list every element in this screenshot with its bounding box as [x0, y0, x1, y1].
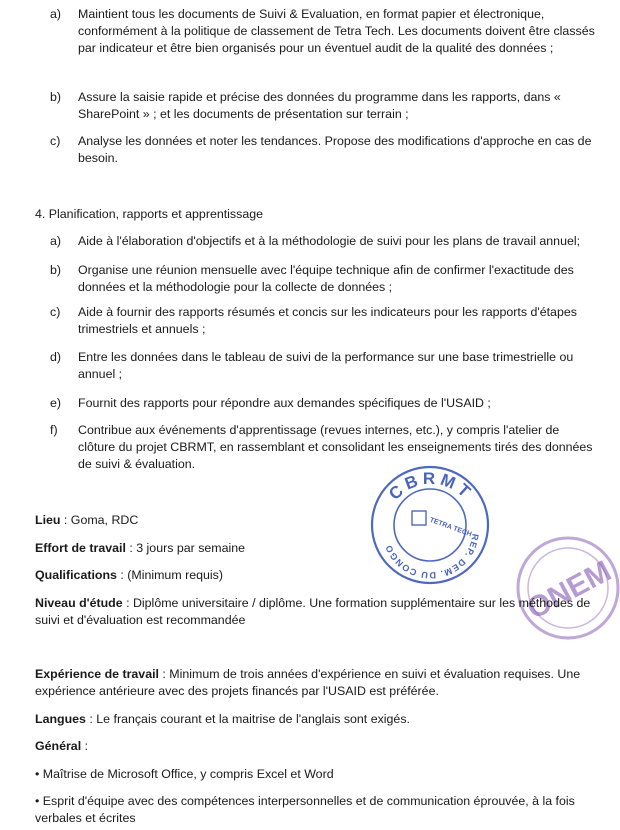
list-item	[50, 89, 598, 123]
field-lieu	[35, 512, 595, 529]
list-item	[50, 262, 598, 296]
list-item	[50, 349, 598, 383]
list-item	[50, 133, 598, 167]
list-marker: a)	[50, 234, 62, 248]
field-label: Effort de travail	[35, 541, 126, 555]
list-item	[50, 6, 598, 57]
onem-stamp-text: ONEM	[521, 554, 617, 626]
list-marker: f)	[50, 423, 58, 437]
list-item-text: Analyse les données et noter les tendances. Propose des modifications d'approche en cas de besoin.	[78, 134, 592, 165]
list-item-text: Aide à l'élaboration d'objectifs et à la méthodologie de suivi pour les plans de travail annuel;	[78, 234, 581, 248]
stamp-top-text: CBRMT	[385, 469, 477, 504]
list-item-text: Organise une réunion mensuelle avec l'équipe technique afin de confirmer l'exactitude des données et la méthodologie pour la collecte de données ;	[78, 263, 574, 294]
field-value: : Goma, RDC	[60, 513, 139, 527]
list-item-text: Entre les données dans le tableau de suivi de la performance sur une base trimestrielle ou annuel ;	[78, 350, 574, 381]
bullet-item: • Esprit d'équipe avec des compétences interpersonnelles et de communication éprouvée, à la fois verbales et écrites	[35, 794, 575, 825]
list-marker: b)	[50, 263, 62, 277]
field-langues	[35, 711, 595, 728]
section-heading: 4. Planification, rapports et apprentissage	[35, 207, 263, 221]
field-effort	[35, 540, 595, 557]
list-item	[50, 304, 598, 338]
list-marker: c)	[50, 134, 61, 148]
list-marker: a)	[50, 7, 62, 21]
list-marker: d)	[50, 350, 62, 364]
field-value: : 3 jours par semaine	[125, 541, 246, 555]
list-item	[50, 422, 598, 473]
field-label: Expérience de travail	[35, 667, 159, 681]
field-experience	[35, 666, 595, 700]
field-niveau	[35, 595, 595, 629]
list-item-text: Fournit des rapports pour répondre aux demandes spécifiques de l'USAID ;	[78, 396, 491, 410]
stamp-bottom-text: REP. DEM. DU CONGO	[383, 533, 481, 581]
field-general	[35, 738, 595, 755]
list-item	[50, 395, 598, 412]
list-item-text: Contribue aux événements d'apprentissage (revues internes, etc.), y compris l'atelier de clôture du projet CBRMT, en rassemblant et consolidant les enseignements tirés des données de suivi & évaluation.	[78, 423, 593, 471]
field-value: : (Minimum requis)	[116, 568, 223, 582]
field-label: Niveau d'étude	[35, 596, 123, 610]
list-marker: c)	[50, 305, 61, 319]
field-value: : Minimum de trois années d'expérience en suivi et évaluation requises. Une expérience antérieure avec des projets financés par l'USAID est préférée.	[35, 667, 581, 698]
list-item-text: Assure la saisie rapide et précise des données du programme dans les rapports, dans « SharePoint » ; et les documents de présentation sur terrain ;	[78, 90, 561, 121]
field-label: Langues	[35, 712, 86, 726]
field-value: : Le français courant et la maitrise de l'anglais sont exigés.	[85, 712, 410, 726]
stamp-center-text: TETRA TECH	[428, 516, 473, 539]
field-qualifications	[35, 567, 595, 584]
list-item-text: Aide à fournir des rapports résumés et concis sur les indicateurs pour les rapports d'étapes trimestriels et annuels ;	[78, 305, 577, 336]
field-label: Qualifications	[35, 568, 117, 582]
field-value: : Diplôme universitaire / diplôme. Une formation supplémentaire sur les méthodes de suivi et d'évaluation est recommandée	[35, 596, 591, 627]
list-marker: b)	[50, 90, 62, 104]
field-label: Lieu	[35, 513, 61, 527]
list-item-text: Maintient tous les documents de Suivi & Evaluation, en format papier et électronique, conformément à la politique de classement de Tetra Tech. Les documents doivent être classés par indicateur et être bien organisés pour un éventuel audit de la qualité des données ;	[78, 7, 595, 55]
list-marker: e)	[50, 396, 62, 410]
field-value: :	[81, 739, 89, 753]
bullet-item: • Maîtrise de Microsoft Office, y compris Excel et Word	[35, 767, 334, 781]
list-item	[50, 233, 598, 250]
field-label: Général	[35, 739, 82, 753]
